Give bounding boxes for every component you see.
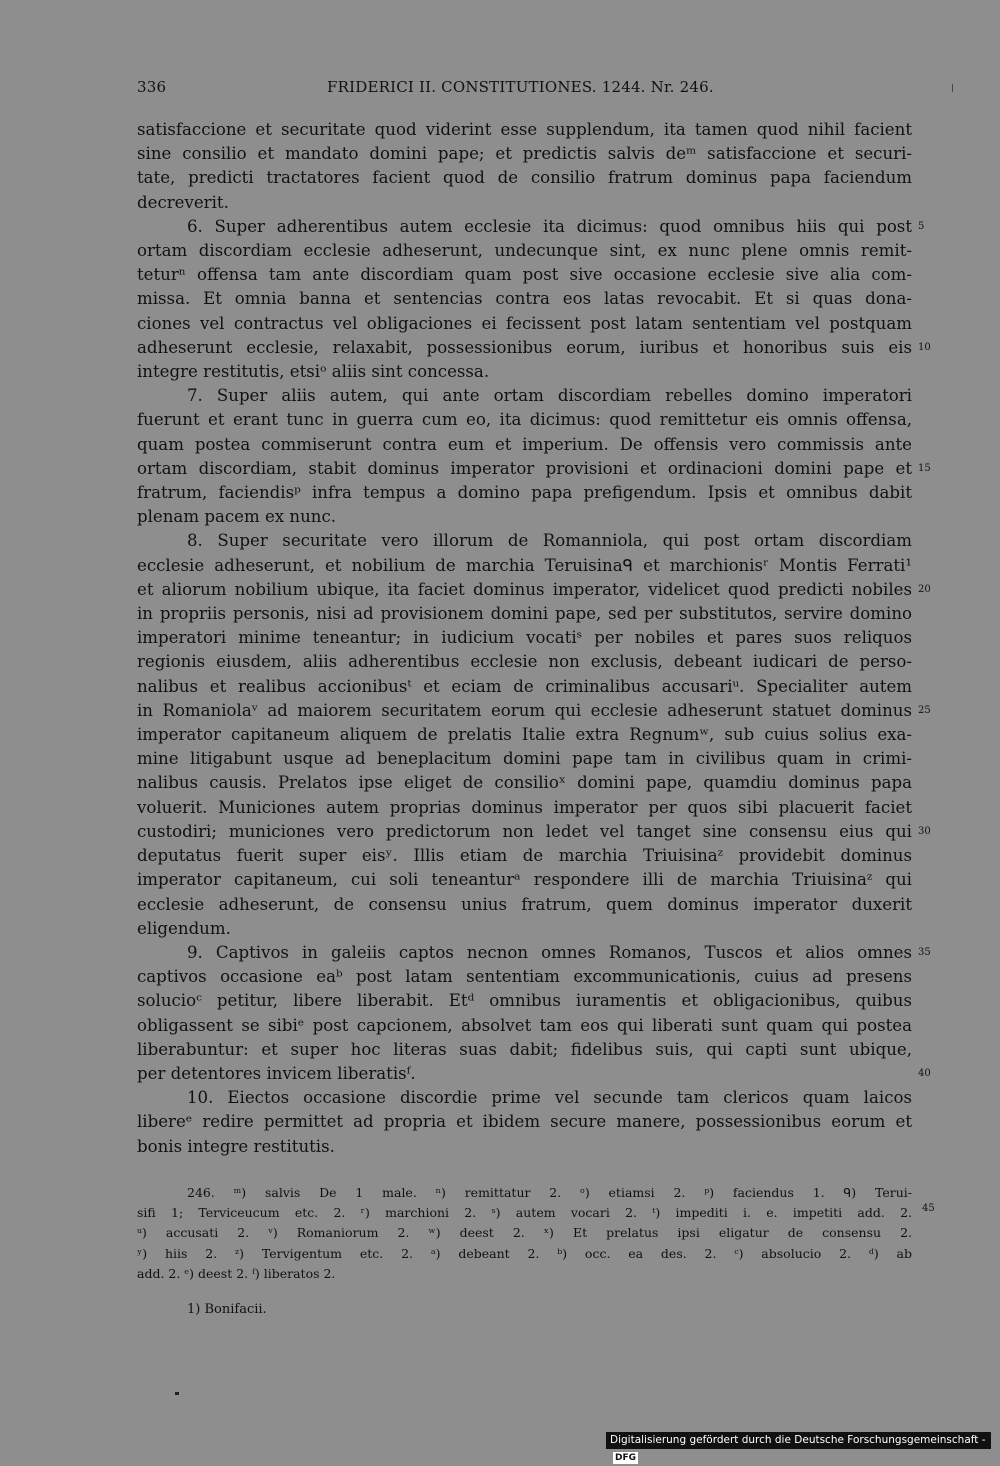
footnote-line: ᵘ) accusati 2. ᵛ) Romaniorum 2. ʷ) deest 2. ˣ) Et prelatus ipsi eligatur de consensu 2. xyxy=(137,1225,912,1241)
text-line: adheserunt ecclesie, relaxabit, possessionibus eorum, iuribus et honoribus suis eis xyxy=(137,337,912,357)
text-line: et aliorum nobilium ubique, ita faciet dominus imperator, videlicet quod predicti nobiles xyxy=(137,579,912,599)
text-line: fuerunt et erant tunc in guerra cum eo, ita dicimus: quod remittetur eis omnis offensa, xyxy=(137,410,912,430)
margin-line-number: 35 xyxy=(918,946,931,958)
text-line: eligendum. xyxy=(137,918,231,938)
text-line: satisfaccione et securitate quod viderint esse supplendum, ita tamen quod nihil facient xyxy=(137,120,912,139)
dfg-logo: DFG xyxy=(615,1453,637,1463)
text-line: ciones vel contractus vel obligaciones ei fecissent post latam sententiam vel postquam xyxy=(137,313,912,333)
text-line: regionis eiusdem, aliis adherentibus ecclesie non exclusis, debeant iudicari de perso- xyxy=(137,652,912,672)
footnote-line-number: 45 xyxy=(922,1203,935,1214)
text-line: captivos occasione eaᵇ post latam sententiam excommunicationis, cuius ad presens xyxy=(137,967,912,987)
text-line: custodiri; municiones vero predictorum non ledet vel tanget sine consensu eius qui xyxy=(137,821,912,841)
text-line: decreverit. xyxy=(137,192,229,212)
text-line: per detentores invicem liberatisᶠ. xyxy=(137,1063,416,1083)
text-line: obligassent se sibiᵉ post capcionem, absolvet tam eos qui liberati sunt quam qui postea xyxy=(137,1015,912,1035)
text-line: ecclesie adheserunt, et nobilium de marchia Teruisinaᑫ et marchionisʳ Montis Ferrati¹ xyxy=(137,555,912,575)
text-line: 6. Super adherentibus autem ecclesie ita dicimus: quod omnibus hiis qui post xyxy=(187,216,912,236)
margin-line-number: 10 xyxy=(918,341,931,353)
page-number: 336 xyxy=(137,78,167,96)
margin-line-number: 20 xyxy=(918,583,931,595)
running-header xyxy=(137,78,912,100)
text-line: nalibus causis. Prelatos ipse eliget de consilioˣ domini pape, quamdiu dominus papa xyxy=(137,773,912,793)
text-line: 7. Super aliis autem, qui ante ortam discordiam rebelles domino imperatori xyxy=(187,386,912,406)
text-line: in propriis personis, nisi ad provisionem domini pape, sed per substitutos, servire domino xyxy=(137,604,912,624)
footnote-line: ʸ) hiis 2. ᶻ) Tervigentum etc. 2. ᵃ) debeant 2. ᵇ) occ. ea des. 2. ᶜ) absolucio 2. ᵈ) ab xyxy=(137,1245,912,1261)
text-line: 8. Super securitate vero illorum de Romanniola, qui post ortam discordiam xyxy=(187,531,912,551)
text-line: voluerit. Municiones autem proprias dominus imperator per quos sibi placuerit faciet xyxy=(137,797,912,817)
text-line: deputatus fuerit super eisʸ. Illis etiam de marchia Triuisinaᶻ providebit dominus xyxy=(137,846,912,866)
text-line: imperatori minime teneantur; in iudicium vocatiˢ per nobiles et pares suos reliquos xyxy=(137,628,912,648)
text-line: solucioᶜ petitur, libere liberabit. Etᵈ omnibus iuramentis et obligacionibus, quibus xyxy=(137,991,912,1011)
text-line: liberabuntur: et super hoc literas suas dabit; fidelibus suis, qui capti sunt ubique, xyxy=(137,1039,912,1059)
source-footnote: 1) Bonifacii. xyxy=(187,1302,267,1317)
text-line: quam postea commiserunt contra eum et imperium. De offensis vero commissis ante xyxy=(137,434,912,454)
text-line: 10. Eiectos occasione discordie prime vel secunde tam clericos quam laicos xyxy=(187,1088,912,1108)
text-line: mine litigabunt usque ad beneplacitum domini pape tam in civilibus quam in crimi- xyxy=(137,749,912,769)
text-line: missa. Et omnia banna et sentencias contra eos latas revocabit. Et si quas dona- xyxy=(137,289,912,309)
text-line: imperator capitaneum, cui soli teneanturᵃ respondere illi de marchia Triuisinaᶻ qui xyxy=(137,870,912,890)
text-line: tate, predicti tractatores facient quod de consilio fratrum dominus papa faciendum xyxy=(137,168,912,188)
text-line: ortam discordiam, stabit dominus imperator provisioni et ordinacioni domini pape et xyxy=(137,458,912,478)
margin-line-number: 15 xyxy=(918,462,931,474)
text-line: libereᵉ redire permittet ad propria et ibidem secure manere, possessionibus eorum et xyxy=(137,1112,912,1132)
text-line: in Romaniolaᵛ ad maiorem securitatem eorum qui ecclesie adheserunt statuet dominus xyxy=(137,700,912,720)
text-line: plenam pacem ex nunc. xyxy=(137,507,337,527)
text-line: imperator capitaneum aliquem de prelatis Italie extra Regnumʷ, sub cuius solius exa- xyxy=(137,725,912,745)
scan-speck xyxy=(175,1392,179,1395)
running-title: FRIDERICI II. CONSTITUTIONES. 1244. Nr. 246. xyxy=(327,78,714,96)
text-line: integre restitutis, etsiᵒ aliis sint concessa. xyxy=(137,362,490,382)
text-line: ortam discordiam ecclesie adheserunt, undecunque sint, ex nunc plene omnis remit- xyxy=(137,241,912,261)
banner-text: Digitalisierung gefördert durch die Deutsche Forschungsgemeinschaft - xyxy=(610,1434,986,1446)
dfg-funding-banner[interactable] xyxy=(606,1432,991,1463)
text-line: 9. Captivos in galeiis captos necnon omnes Romanos, Tuscos et alios omnes xyxy=(187,942,912,962)
text-line: nalibus et realibus accionibusᵗ et eciam de criminalibus accusariᵘ. Specialiter autem xyxy=(137,676,912,696)
text-line: fratrum, faciendisᵖ infra tempus a domino papa prefigendum. Ipsis et omnibus dabit xyxy=(137,483,912,503)
footnote-line: add. 2. ᵉ) deest 2. ᶠ) liberatos 2. xyxy=(137,1265,336,1281)
text-line: ecclesie adheserunt, de consensu unius fratrum, quem dominus imperator duxerit xyxy=(137,894,912,914)
main-text xyxy=(137,118,912,1159)
margin-line-number: 40 xyxy=(918,1067,931,1079)
footnote-line: sifi 1; Terviceucum etc. 2. ʳ) marchioni 2. ˢ) autem vocari 2. ᵗ) impediti i. e. impetiti add. 2. xyxy=(137,1205,912,1221)
critical-apparatus xyxy=(137,1183,912,1284)
text-line: bonis integre restitutis. xyxy=(137,1136,335,1156)
line-number-margin xyxy=(918,0,948,1453)
edge-mark xyxy=(952,84,953,92)
text-line: sine consilio et mandato domini pape; et predictis salvis deᵐ satisfaccione et securi- xyxy=(137,144,912,164)
footnote-line: 246. ᵐ) salvis De 1 male. ⁿ) remittatur 2. ᵒ) etiamsi 2. ᵖ) faciendus 1. ᑫ) Terui- xyxy=(187,1185,912,1200)
text-line: teturⁿ offensa tam ante discordiam quam post sive occasione ecclesie sive alia com- xyxy=(137,265,912,285)
margin-line-number: 30 xyxy=(918,825,931,837)
margin-line-number: 25 xyxy=(918,704,931,716)
margin-line-number: 5 xyxy=(918,220,925,232)
